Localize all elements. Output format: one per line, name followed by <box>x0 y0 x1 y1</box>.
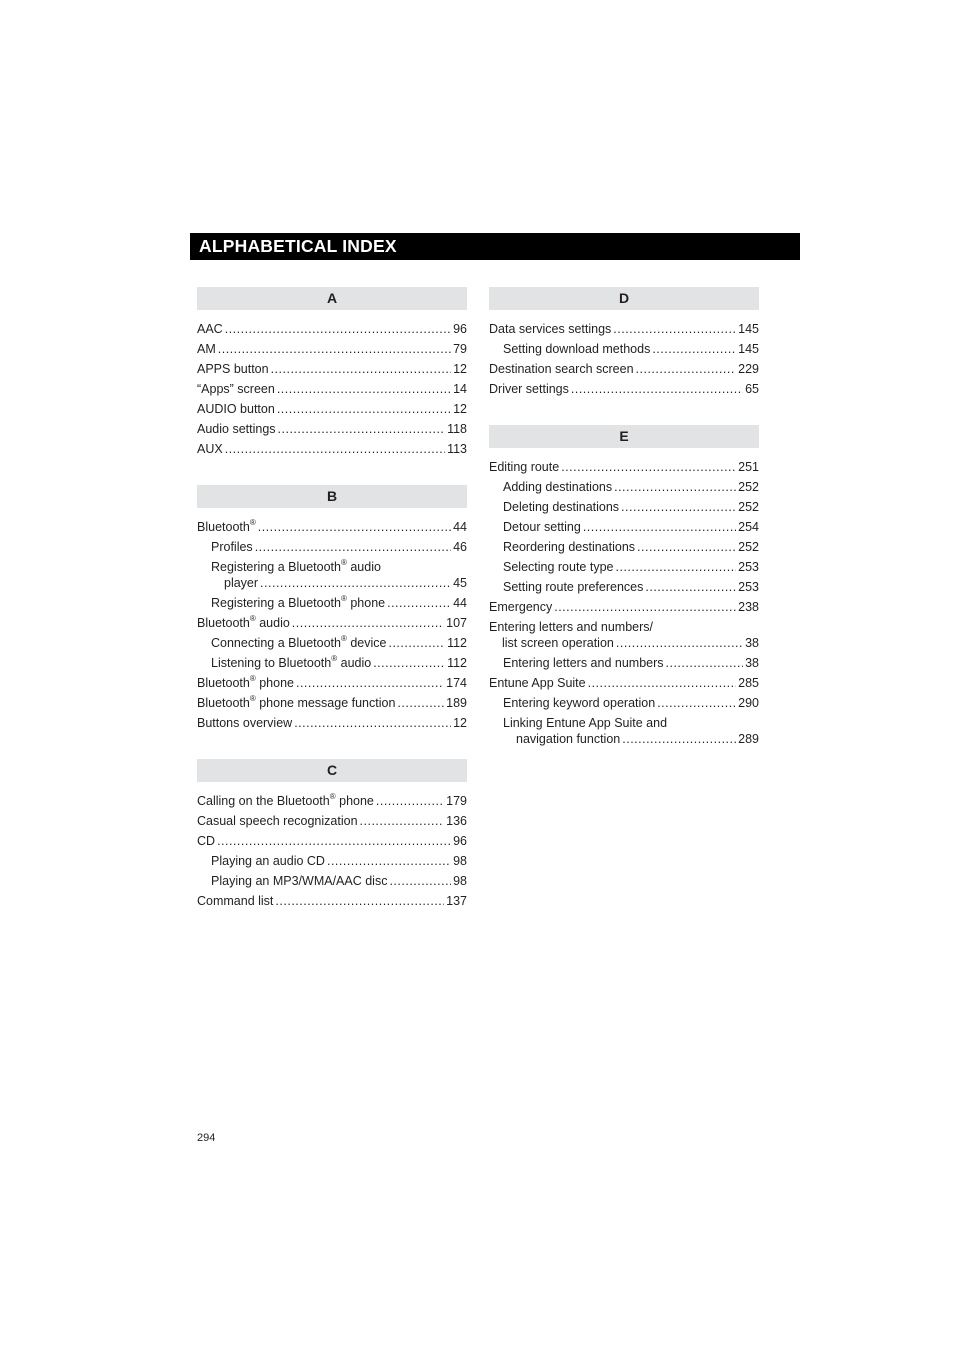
dot-leader <box>225 441 445 457</box>
entry-text: Emergency <box>489 600 553 614</box>
page-ref[interactable]: 189 <box>446 696 467 710</box>
entry-row <box>197 421 467 437</box>
page-ref[interactable]: 229 <box>738 362 759 376</box>
entry-text: Entering letters and numbers <box>503 656 664 670</box>
registered-mark: ® <box>329 791 336 801</box>
entry-text-part: Listening to Bluetooth <box>211 656 332 670</box>
dot-leader <box>278 421 446 437</box>
index-entry[interactable] <box>197 613 467 633</box>
entry-row <box>489 381 759 397</box>
entry-text: Selecting route type <box>503 560 614 574</box>
index-section-b <box>197 485 467 733</box>
entry-text: Linking Entune App Suite and <box>503 716 668 730</box>
entry-text: AUX <box>197 442 223 456</box>
page-ref[interactable]: 44 <box>453 596 467 610</box>
index-entry[interactable] <box>197 419 467 439</box>
index-subentry[interactable] <box>197 557 467 593</box>
entry-text <box>211 635 386 651</box>
dot-leader <box>397 695 444 711</box>
entry-row <box>197 695 467 711</box>
entry-text: Entering keyword operation <box>503 696 656 710</box>
index-entry[interactable] <box>197 791 467 811</box>
page-ref[interactable]: 179 <box>446 794 467 808</box>
dot-leader <box>554 599 736 615</box>
entry-text: Adding destinations <box>503 480 613 494</box>
index-subentry[interactable] <box>197 871 467 891</box>
section-letter-heading: E <box>489 425 759 448</box>
entry-row <box>211 595 467 611</box>
section-letter-heading: A <box>197 287 467 310</box>
page-ref[interactable]: 79 <box>453 342 467 356</box>
page-ref[interactable]: 14 <box>453 382 467 396</box>
entry-row <box>197 361 467 377</box>
section-letter-heading: D <box>489 287 759 310</box>
dot-leader <box>296 675 444 691</box>
entry-text <box>211 655 371 671</box>
index-subentry[interactable] <box>197 593 467 613</box>
entry-text: CD <box>197 834 216 848</box>
entry-row <box>197 321 467 337</box>
dot-leader <box>294 715 451 731</box>
entry-text: “Apps” screen <box>197 382 275 396</box>
entry-row <box>489 361 759 377</box>
index-section-a <box>197 287 467 459</box>
dot-leader <box>657 695 736 711</box>
entry-text: Driver settings <box>489 382 569 396</box>
entry-first-line <box>503 715 759 731</box>
index-section-c <box>197 759 467 911</box>
dot-leader <box>218 341 451 357</box>
entry-row <box>197 675 467 691</box>
registered-mark: ® <box>249 613 256 623</box>
page-ref[interactable]: 98 <box>453 854 467 868</box>
registered-mark: ® <box>340 557 347 567</box>
index-entry[interactable] <box>197 713 467 733</box>
entry-text <box>211 557 381 574</box>
page-ref[interactable]: 112 <box>447 656 467 670</box>
entry-text-part: Registering a Bluetooth <box>211 596 341 610</box>
entry-row <box>197 893 467 909</box>
entry-text-part: Registering a Bluetooth <box>211 560 341 574</box>
index-subentry[interactable] <box>489 339 759 359</box>
index-subentry[interactable] <box>489 517 759 537</box>
dot-leader <box>327 853 451 869</box>
entry-text: Destination search screen <box>489 362 634 376</box>
entry-text-part: audio <box>346 560 381 574</box>
index-entry[interactable] <box>489 457 759 477</box>
entry-text-part: Calling on the Bluetooth <box>197 794 330 808</box>
index-subentry[interactable] <box>489 497 759 517</box>
page-ref[interactable]: 290 <box>738 696 759 710</box>
index-subentry[interactable] <box>197 653 467 673</box>
index-subentry[interactable] <box>489 537 759 557</box>
entry-row <box>503 559 759 575</box>
dot-leader <box>588 675 737 691</box>
entry-text-part: Bluetooth <box>197 676 250 690</box>
index-entry[interactable] <box>197 891 467 911</box>
entry-row <box>197 793 467 809</box>
index-entry[interactable] <box>197 693 467 713</box>
page-ref[interactable]: 136 <box>446 814 467 828</box>
page-ref[interactable]: 285 <box>738 676 759 690</box>
dot-leader <box>636 361 737 377</box>
page-ref[interactable]: 145 <box>738 342 759 356</box>
dot-leader <box>652 341 736 357</box>
entry-text-part: audio <box>337 656 372 670</box>
dot-leader <box>373 655 445 671</box>
entry-text: Audio settings <box>197 422 276 436</box>
entry-continuation <box>503 731 759 747</box>
dot-leader <box>376 793 444 809</box>
entry-text-part: audio <box>255 616 290 630</box>
index-entry[interactable] <box>489 673 759 693</box>
dot-leader <box>255 539 451 555</box>
index-entry[interactable] <box>197 831 467 851</box>
dot-leader <box>387 595 451 611</box>
page-ref[interactable]: 44 <box>453 520 467 534</box>
page-ref[interactable]: 12 <box>453 716 467 730</box>
dot-leader <box>258 519 451 535</box>
entry-row <box>197 341 467 357</box>
entry-row <box>211 655 467 671</box>
entry-text-part: Bluetooth <box>197 696 250 710</box>
page-ref[interactable]: 252 <box>738 540 759 554</box>
entry-row <box>197 715 467 731</box>
entry-text <box>197 615 290 631</box>
index-subentry[interactable] <box>489 577 759 597</box>
dot-leader <box>275 893 444 909</box>
dot-leader <box>645 579 736 595</box>
section-letter-heading: B <box>197 485 467 508</box>
page-ref[interactable]: 12 <box>453 362 467 376</box>
entry-text: Entering letters and numbers/ <box>489 620 653 634</box>
entry-row <box>503 341 759 357</box>
entry-row <box>211 539 467 555</box>
index-section-d <box>489 287 759 399</box>
entry-text: AUDIO button <box>197 402 275 416</box>
registered-mark: ® <box>249 673 256 683</box>
page-ref[interactable]: 174 <box>446 676 467 690</box>
dot-leader <box>616 635 743 651</box>
entry-text <box>197 793 374 809</box>
entry-row <box>211 873 467 889</box>
index-subentry[interactable] <box>197 633 467 653</box>
entry-text: Reordering destinations <box>503 540 636 554</box>
index-entry[interactable] <box>197 517 467 537</box>
dot-leader <box>389 873 451 889</box>
entry-text: APPS button <box>197 362 269 376</box>
entry-text-part: Connecting a Bluetooth <box>211 636 341 650</box>
entry-row <box>197 381 467 397</box>
index-entry[interactable] <box>489 617 759 653</box>
entry-text: Editing route <box>489 460 560 474</box>
index-column-left <box>197 287 467 937</box>
index-subentry[interactable] <box>489 477 759 497</box>
index-entry[interactable] <box>197 379 467 399</box>
page-number: 294 <box>197 1132 216 1144</box>
dot-leader <box>561 459 736 475</box>
entry-row <box>489 459 759 475</box>
entry-row <box>197 441 467 457</box>
entry-row <box>197 813 467 829</box>
entry-row <box>503 539 759 555</box>
section-letter-heading: C <box>197 759 467 782</box>
page-ref[interactable]: 252 <box>738 480 759 494</box>
entry-row <box>489 321 759 337</box>
registered-mark: ® <box>340 593 347 603</box>
dot-leader <box>260 575 451 591</box>
entry-row <box>503 499 759 515</box>
index-subentry[interactable] <box>489 653 759 673</box>
dot-leader <box>277 381 451 397</box>
entry-text <box>197 675 294 691</box>
dot-leader <box>277 401 451 417</box>
dot-leader <box>271 361 452 377</box>
entry-text: Data services settings <box>489 322 612 336</box>
registered-mark: ® <box>331 653 338 663</box>
entry-row <box>211 635 467 651</box>
entry-row <box>503 655 759 671</box>
registered-mark: ® <box>249 517 256 527</box>
page-ref[interactable]: 98 <box>453 874 467 888</box>
entry-text: Playing an audio CD <box>211 854 325 868</box>
entry-row <box>503 695 759 711</box>
dot-leader <box>616 559 737 575</box>
page-ref[interactable]: 96 <box>453 834 467 848</box>
entry-text: Playing an MP3/WMA/AAC disc <box>211 874 388 888</box>
page-ref[interactable]: 253 <box>738 560 759 574</box>
entry-first-line <box>211 559 467 575</box>
index-subentry[interactable] <box>197 537 467 557</box>
entry-text: Setting download methods <box>503 342 651 356</box>
page-ref[interactable]: 65 <box>745 382 759 396</box>
registered-mark: ® <box>340 633 347 643</box>
page-ref[interactable]: 96 <box>453 322 467 336</box>
index-subentry[interactable] <box>489 557 759 577</box>
dot-leader <box>360 813 445 829</box>
entry-row <box>197 615 467 631</box>
index-entry[interactable] <box>489 359 759 379</box>
entry-text-part: phone message function <box>255 696 396 710</box>
index-subentry[interactable] <box>489 693 759 713</box>
entry-text-part: phone <box>335 794 374 808</box>
page-ref[interactable]: 145 <box>738 322 759 336</box>
page-ref[interactable]: 252 <box>738 500 759 514</box>
dot-leader <box>666 655 744 671</box>
entry-text <box>211 595 385 611</box>
entry-row <box>197 833 467 849</box>
index-section-e <box>489 425 759 749</box>
dot-leader <box>637 539 736 555</box>
index-entry[interactable] <box>489 319 759 339</box>
entry-text: Command list <box>197 894 274 908</box>
registered-mark: ® <box>249 693 256 703</box>
entry-text-continued: list screen operation <box>502 636 614 650</box>
page-ref[interactable]: 238 <box>738 600 759 614</box>
dot-leader <box>613 321 736 337</box>
index-entry[interactable] <box>197 359 467 379</box>
entry-row <box>197 519 467 535</box>
entry-row <box>503 479 759 495</box>
entry-text-part: Bluetooth <box>197 616 250 630</box>
index-entry[interactable] <box>489 379 759 399</box>
index-subentry[interactable] <box>197 851 467 871</box>
index-entry[interactable] <box>197 339 467 359</box>
entry-text <box>197 519 256 535</box>
page-ref[interactable]: 137 <box>446 894 467 908</box>
entry-text: Detour setting <box>503 520 581 534</box>
page-ref[interactable]: 46 <box>453 540 467 554</box>
index-subentry[interactable] <box>489 713 759 749</box>
page-ref[interactable]: 113 <box>447 442 467 456</box>
page-ref[interactable]: 289 <box>738 732 759 746</box>
entry-row <box>489 599 759 615</box>
entry-row <box>503 519 759 535</box>
entry-text: Entune App Suite <box>489 676 586 690</box>
index-entry[interactable] <box>197 399 467 419</box>
page-ref[interactable]: 45 <box>453 576 467 590</box>
index-entry[interactable] <box>197 811 467 831</box>
page-ref[interactable]: 118 <box>447 422 467 436</box>
entry-text: Deleting destinations <box>503 500 620 514</box>
entry-text-part: device <box>346 636 387 650</box>
entry-row <box>211 853 467 869</box>
dot-leader <box>583 519 736 535</box>
index-entry[interactable] <box>197 673 467 693</box>
entry-row <box>503 579 759 595</box>
dot-leader <box>292 615 444 631</box>
entry-first-line <box>489 619 759 635</box>
dot-leader <box>225 321 451 337</box>
section-header-banner <box>190 233 800 260</box>
entry-text <box>197 695 395 711</box>
entry-text: AAC <box>197 322 223 336</box>
entry-text: Buttons overview <box>197 716 293 730</box>
index-column-right <box>489 287 759 775</box>
entry-text-continued: navigation function <box>516 732 621 746</box>
page-title: ALPHABETICAL INDEX <box>199 236 397 256</box>
entry-continuation <box>489 635 759 651</box>
dot-leader <box>388 635 445 651</box>
page-ref[interactable]: 251 <box>738 460 759 474</box>
entry-text-continued: player <box>224 576 259 590</box>
page-ref[interactable]: 12 <box>453 402 467 416</box>
entry-text: Setting route preferences <box>503 580 644 594</box>
entry-text-part: Bluetooth <box>197 520 250 534</box>
page-ref[interactable]: 112 <box>447 636 467 650</box>
entry-text: AM <box>197 342 216 356</box>
entry-continuation <box>211 575 467 591</box>
entry-text-part: phone <box>255 676 294 690</box>
dot-leader <box>614 479 736 495</box>
entry-text: Profiles <box>211 540 253 554</box>
page-ref[interactable]: 38 <box>745 656 759 670</box>
page-ref[interactable]: 38 <box>745 636 759 650</box>
dot-leader <box>622 731 736 747</box>
page-ref[interactable]: 253 <box>738 580 759 594</box>
index-entry[interactable] <box>197 319 467 339</box>
entry-row <box>489 675 759 691</box>
dot-leader <box>217 833 451 849</box>
entry-text-part: phone <box>346 596 386 610</box>
page-ref[interactable]: 107 <box>446 616 467 630</box>
page-ref[interactable]: 254 <box>738 520 759 534</box>
dot-leader <box>571 381 743 397</box>
entry-text: Casual speech recognization <box>197 814 358 828</box>
dot-leader <box>621 499 736 515</box>
index-entry[interactable] <box>197 439 467 459</box>
entry-row <box>197 401 467 417</box>
index-entry[interactable] <box>489 597 759 617</box>
